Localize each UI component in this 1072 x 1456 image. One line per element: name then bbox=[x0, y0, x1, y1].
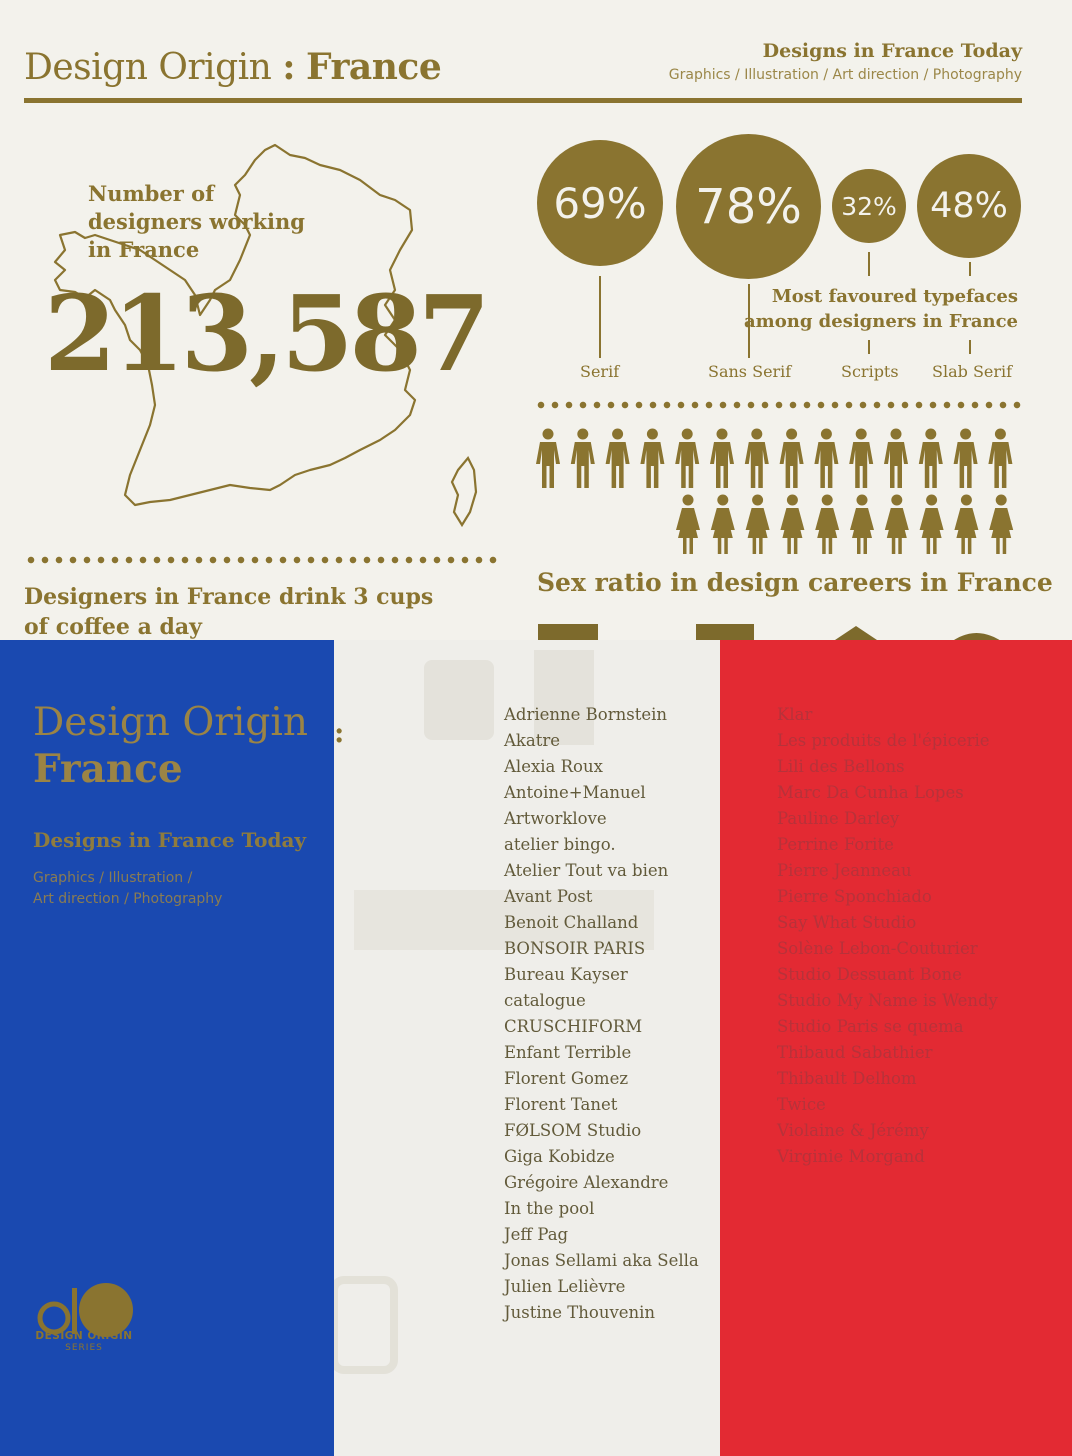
man-icon bbox=[745, 429, 769, 489]
cover-subtitle: Designs in France Today bbox=[33, 828, 307, 852]
man-icon bbox=[710, 429, 734, 489]
header-right bbox=[669, 40, 1022, 83]
man-icon bbox=[571, 429, 595, 489]
designer-name: Enfant Terrible bbox=[504, 1043, 632, 1062]
typeface-circle-serif bbox=[537, 140, 663, 266]
typeface-caption-line: among designers in France bbox=[744, 311, 1018, 332]
woman-icon bbox=[746, 495, 770, 555]
typeface-percent: 78% bbox=[695, 178, 802, 235]
designer-name: Florent Tanet bbox=[504, 1095, 618, 1114]
designer-name: Antoine+Manuel bbox=[504, 783, 646, 802]
designers-label-line: Number of bbox=[88, 181, 215, 206]
designer-name: Jonas Sellami aka Sella bbox=[504, 1251, 699, 1270]
woman-icon bbox=[780, 495, 804, 555]
sex-ratio-pictogram bbox=[534, 426, 1024, 556]
typeface-stem bbox=[868, 252, 870, 276]
woman-icon bbox=[920, 495, 944, 555]
woman-icon bbox=[850, 495, 874, 555]
designer-name: Violaine & Jérémy bbox=[777, 1121, 929, 1140]
man-icon bbox=[814, 429, 838, 489]
designer-name: Lili des Bellons bbox=[777, 757, 905, 776]
designer-name: catalogue bbox=[504, 991, 586, 1010]
typeface-label: Scripts bbox=[841, 362, 899, 381]
cover-categories-line: Graphics / Illustration / bbox=[33, 870, 193, 886]
typeface-caption bbox=[740, 284, 1018, 334]
woman-icon bbox=[676, 495, 700, 555]
designer-name: Atelier Tout va bien bbox=[504, 861, 669, 880]
designer-name: Benoit Challand bbox=[504, 913, 639, 932]
header-categories: Graphics / Illustration / Art direction / Photography bbox=[668, 67, 1022, 83]
typeface-circle-slab-serif bbox=[917, 154, 1021, 258]
designer-name: Twice bbox=[777, 1095, 826, 1114]
man-icon bbox=[675, 429, 699, 489]
typeface-circle-scripts bbox=[832, 169, 906, 243]
designer-name: Klar bbox=[777, 705, 813, 724]
designer-name: Giga Kobidze bbox=[504, 1147, 615, 1166]
man-icon bbox=[919, 429, 943, 489]
dotted-divider bbox=[534, 401, 1024, 409]
woman-icon bbox=[989, 495, 1013, 555]
designer-name: Artworklove bbox=[504, 809, 607, 828]
poster-title bbox=[24, 46, 441, 88]
poster-title-colon: : bbox=[282, 46, 296, 88]
typeface-percent: 32% bbox=[841, 191, 897, 221]
designer-name: Say What Studio bbox=[777, 913, 917, 932]
typeface-circle-sans-serif bbox=[676, 134, 821, 279]
man-icon bbox=[640, 429, 664, 489]
typeface-label: Serif bbox=[580, 362, 620, 381]
typeface-label: Sans Serif bbox=[708, 362, 792, 381]
typeface-stem bbox=[599, 276, 601, 358]
poster-title-light: Design Origin bbox=[24, 47, 272, 88]
dotted-divider bbox=[24, 556, 500, 564]
designers-label-line: designers working bbox=[88, 209, 305, 234]
header-rule bbox=[24, 98, 1022, 103]
cover-title-line1: Design Origin bbox=[33, 700, 308, 745]
designer-name: Studio My Name is Wendy bbox=[777, 991, 998, 1010]
designer-name: Thibaud Sabathier bbox=[777, 1043, 933, 1062]
designer-name: Solène Lebon-Couturier bbox=[777, 939, 978, 958]
man-icon bbox=[849, 429, 873, 489]
man-icon bbox=[954, 429, 978, 489]
designer-name: In the pool bbox=[504, 1199, 595, 1218]
designer-name: CRUSCHIFORM bbox=[504, 1017, 643, 1036]
designer-name: BONSOIR PARIS bbox=[504, 939, 646, 958]
woman-icon bbox=[885, 495, 909, 555]
woman-icon bbox=[954, 495, 978, 555]
designer-name: Pierre Sponchiado bbox=[777, 887, 932, 906]
poster-title-bold: France bbox=[306, 46, 442, 88]
typeface-stem bbox=[969, 340, 971, 354]
designers-count: 213,587 bbox=[44, 272, 487, 395]
cover-title-colon: : bbox=[334, 716, 345, 749]
designer-name: Jeff Pag bbox=[504, 1225, 569, 1244]
designer-name: Pierre Jeanneau bbox=[777, 861, 912, 880]
sex-ratio-title: Sex ratio in design careers in France bbox=[537, 568, 1053, 597]
typeface-percent: 48% bbox=[930, 186, 1008, 226]
designer-name: Justine Thouvenin bbox=[504, 1303, 656, 1322]
designer-name: Pauline Darley bbox=[777, 809, 900, 828]
typeface-stem bbox=[969, 262, 971, 276]
designers-label-line: in France bbox=[88, 237, 200, 262]
header-title: Designs in France Today bbox=[762, 40, 1022, 62]
designer-name: Julien Lelièvre bbox=[504, 1277, 626, 1296]
cover-categories-line: Art direction / Photography bbox=[33, 891, 223, 907]
designer-name: Studio Paris se quema bbox=[777, 1017, 964, 1036]
man-icon bbox=[780, 429, 804, 489]
woman-icon bbox=[711, 495, 735, 555]
typeface-percent: 69% bbox=[553, 178, 647, 228]
designer-name: Virginie Morgand bbox=[777, 1147, 925, 1166]
man-icon bbox=[988, 429, 1012, 489]
designer-name: FØLSOM Studio bbox=[504, 1121, 642, 1140]
typeface-caption-line: Most favoured typefaces bbox=[771, 286, 1018, 307]
man-icon bbox=[606, 429, 630, 489]
typeface-stem bbox=[868, 340, 870, 354]
designer-name: Perrine Forite bbox=[777, 835, 894, 854]
designer-name: Alexia Roux bbox=[504, 757, 603, 776]
designer-name: Florent Gomez bbox=[504, 1069, 629, 1088]
coffee-fact-line: Designers in France drink 3 cups bbox=[24, 584, 434, 610]
typeface-label: Slab Serif bbox=[932, 362, 1013, 381]
coffee-fact-line: of coffee a day bbox=[24, 614, 202, 640]
logo-text bbox=[34, 1330, 134, 1354]
designers-list-column-1 bbox=[504, 702, 699, 1326]
designers-label bbox=[88, 180, 305, 264]
designer-name: Bureau Kayser bbox=[504, 965, 628, 984]
coffee-fact bbox=[24, 582, 464, 642]
woman-icon bbox=[815, 495, 839, 555]
designer-name: Adrienne Bornstein bbox=[504, 705, 668, 724]
man-icon bbox=[884, 429, 908, 489]
logo-text-line1: DESIGN ORIGIN bbox=[35, 1330, 133, 1342]
designer-name: Studio Dessuant Bone bbox=[777, 965, 962, 984]
designer-name: Avant Post bbox=[504, 887, 593, 906]
cover-categories bbox=[33, 868, 222, 910]
designers-list-column-2 bbox=[777, 702, 998, 1170]
designer-name: Marc Da Cunha Lopes bbox=[777, 783, 964, 802]
designer-name: Thibault Delhom bbox=[777, 1069, 917, 1088]
cover-title bbox=[33, 700, 308, 793]
cover-title-line2: France bbox=[33, 746, 183, 792]
man-icon bbox=[536, 429, 560, 489]
logo-text-line2: SERIES bbox=[65, 1343, 103, 1353]
designer-name: Akatre bbox=[504, 731, 561, 750]
designer-name: Grégoire Alexandre bbox=[504, 1173, 669, 1192]
designer-name: Les produits de l'épicerie bbox=[777, 731, 990, 750]
designer-name: atelier bingo. bbox=[504, 835, 616, 854]
